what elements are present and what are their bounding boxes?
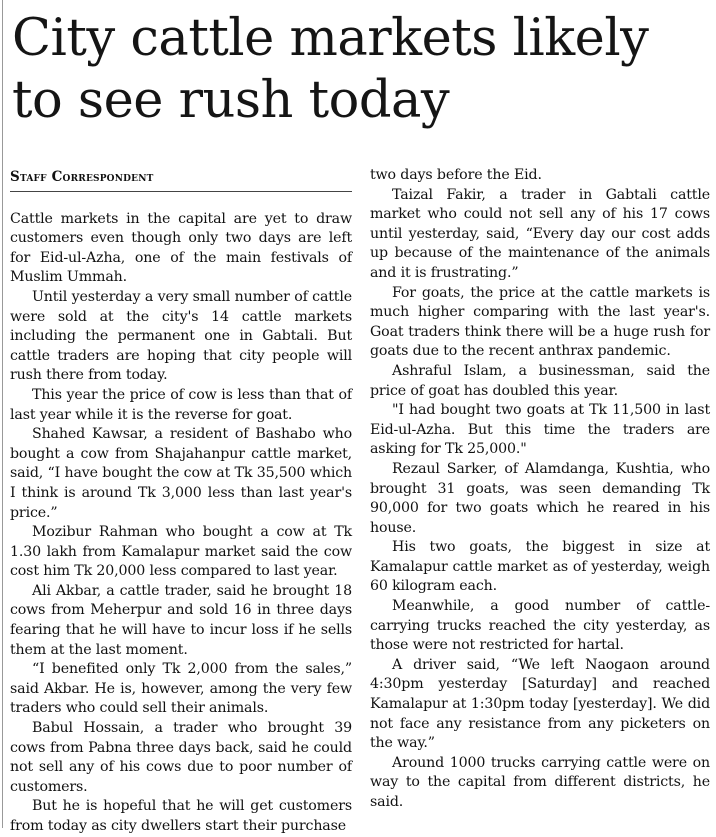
article-paragraph: Taizal Fakir, a trader in Gabtali cattle market who could not sell any of his 17 cows until yesterday, said, “Every day our cost adds up because of the maintenance of the animals and it is frustrating.”	[370, 186, 710, 281]
article-paragraph: This year the price of cow is less than that of last year while it is the reverse for goat.	[10, 386, 352, 423]
article-paragraph: Around 1000 trucks carrying cattle were on way to the capital from different districts, he said.	[370, 754, 710, 810]
article-column-right	[370, 166, 710, 813]
article-paragraph: Rezaul Sarker, of Alamdanga, Kushtia, who brought 31 goats, was seen demanding Tk 90,000 for two goats which he reared in his house.	[370, 460, 710, 536]
page-edge-rule	[2, 0, 3, 828]
article-paragraph: Mozibur Rahman who bought a cow at Tk 1.30 lakh from Kamalapur market said the cow cost him Tk 20,000 less compared to last year.	[10, 524, 352, 580]
article-paragraph: Cattle markets in the capital are yet to draw customers even though only two days are left for Eid-ul-Azha, one of the main festivals of Muslim Ummah.	[10, 210, 352, 286]
article-paragraph: Ashraful Islam, a businessman, said the price of goat has doubled this year.	[370, 362, 710, 399]
article-paragraph: Until yesterday a very small number of cattle were sold at the city's 14 cattle markets including the permanent one in Gabtali. But cattle traders are hoping that city people will rush there from today.	[10, 288, 352, 384]
article-paragraph: Ali Akbar, a cattle trader, said he brought 18 cows from Meherpur and sold 16 in three days fearing that he will have to incur loss if he sells them at the last moment.	[10, 582, 352, 658]
article-paragraph: Meanwhile, a good number of cattle-carrying trucks reached the city yesterday, as those were not restricted for hartal.	[370, 598, 710, 654]
headline: City cattle markets likely to see rush today	[12, 9, 649, 130]
article-paragraph: "I had bought two goats at Tk 11,500 in last Eid-ul-Azha. But this time the traders are asking for Tk 25,000."	[370, 402, 710, 458]
article-paragraph: “I benefited only Tk 2,000 from the sales,” said Akbar. He is, however, among the very few traders who could sell their animals.	[10, 661, 352, 717]
article-paragraph: Shahed Kawsar, a resident of Bashabo who bought a cow from Shajahanpur cattle market, said, “I have bought the cow at Tk 35,500 which I think is around Tk 3,000 less than last year's price.”	[10, 426, 352, 521]
byline-text: Staff Correspondent	[10, 169, 154, 185]
article-paragraph: Babul Hossain, a trader who brought 39 cows from Pabna three days back, said he could not sell any of his cows due to poor number of customers.	[10, 720, 352, 795]
article-paragraph: A driver said, “We left Naogaon around 4:30pm yesterday [Saturday] and reached Kamalapur at 1:30pm today [yesterday]. We did not face any resistance from any picketers on the way.”	[370, 656, 710, 752]
article-paragraph: His two goats, the biggest in size at Kamalapur cattle market as of yesterday, weigh 60 kilogram each.	[370, 539, 710, 595]
article-paragraph: For goats, the price at the cattle markets is much higher comparing with the last year's. Goat traders think there will be a huge rush for goats due to the recent anthrax pandemic.	[370, 284, 710, 360]
article-paragraph: two days before the Eid.	[370, 167, 542, 183]
article-paragraph: But he is hopeful that he will get customers from today as city dwellers start their purchase	[10, 798, 352, 834]
byline	[10, 168, 352, 192]
article-column-left	[10, 168, 352, 837]
